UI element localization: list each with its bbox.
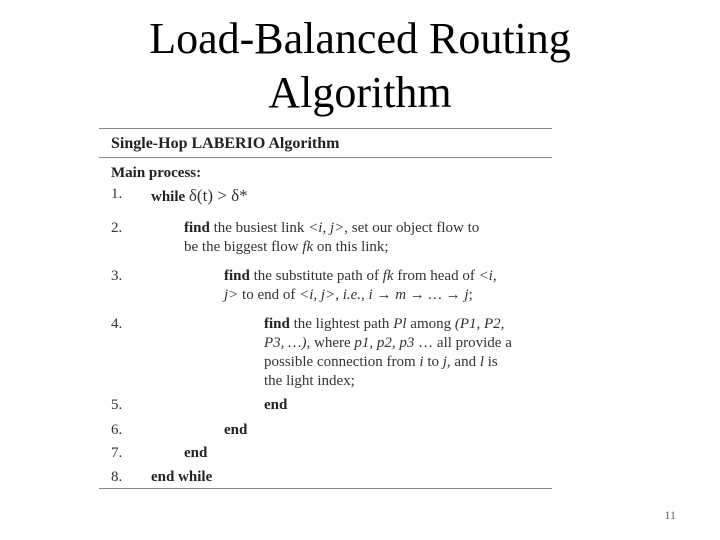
step-number-3: 3. [111,268,123,284]
slide-title-line-1: Load-Balanced Routing [149,14,571,63]
step-3-text: , [335,287,343,303]
step-2-text: , set our object flow to [344,220,480,236]
link-start: <i, [478,268,497,284]
link-end: j> [224,287,239,303]
step-4-text: the lightest path [289,316,394,332]
step-3-text: from head of [393,268,479,284]
end-while-statement: end while [151,469,213,485]
step-4-text: … all provide a [414,335,512,351]
path-set-start: (P1, P2, [454,316,505,332]
step-4-text: among [406,316,455,332]
step-4-text: possible connection from [264,354,420,370]
path-expression: i.e., i → m → … → j [342,287,469,303]
main-process-label: Main process: [111,165,202,181]
path-symbols: p1, p2, p3 [354,335,415,351]
step-4-text: , where [306,335,355,351]
step-3-text: ; [468,287,473,303]
heading-rule [99,157,552,158]
end-statement: end [184,445,208,461]
step-4-line-2 [264,335,512,352]
keyword-find: find [264,316,290,332]
step-number-8: 8. [111,469,123,485]
busiest-link: <i, j> [308,220,345,236]
path-set-end: P3, …) [264,335,307,351]
keyword-find: find [224,268,250,284]
step-number-5: 5. [111,397,123,413]
top-rule [99,128,552,129]
step-4-text: the light index; [264,373,355,389]
page-number: 11 [664,508,676,522]
step-2-text: on this link; [313,239,389,255]
slide-title-line-2: Algorithm [268,68,452,117]
step-number-6: 6. [111,422,123,438]
slide-title [0,12,720,120]
loop-condition: δ(t) > δ* [188,186,248,205]
step-3-line-2 [224,287,473,304]
bottom-rule [99,488,552,489]
algorithm-box [99,128,552,490]
end-statement: end [224,422,248,438]
node-i: i [419,354,424,370]
step-2-line-2 [184,239,389,256]
step-2-text: the busiest link [209,220,309,236]
step-4-line-3 [264,354,498,371]
algorithm-heading: Single-Hop LABERIO Algorithm [111,135,340,152]
step-2-text: be the biggest flow [184,239,303,255]
step-3-text: the substitute path of [249,268,383,284]
step-number-2: 2. [111,220,123,236]
step-2-line-1 [184,220,479,237]
step-4-text: is [484,354,498,370]
flow-symbol: fk [302,239,314,255]
step-number-4: 4. [111,316,123,332]
step-4-text: , and [446,354,480,370]
end-statement: end [264,397,288,413]
lightest-path-symbol: Pl [393,316,407,332]
step-4-line-4 [264,373,355,390]
step-number-1: 1. [111,186,123,202]
step-3-line-1 [224,268,497,285]
keyword-find: find [184,220,210,236]
node-j: j [442,354,447,370]
link-full: <i, j> [299,287,336,303]
step-3-text: to end of [238,287,300,303]
flow-symbol: fk [382,268,394,284]
step-number-7: 7. [111,445,123,461]
step-1-line [151,186,248,206]
keyword-while: while [151,189,186,205]
step-4-text: to [423,354,443,370]
step-4-line-1 [264,316,504,333]
index-l: l [479,354,484,370]
